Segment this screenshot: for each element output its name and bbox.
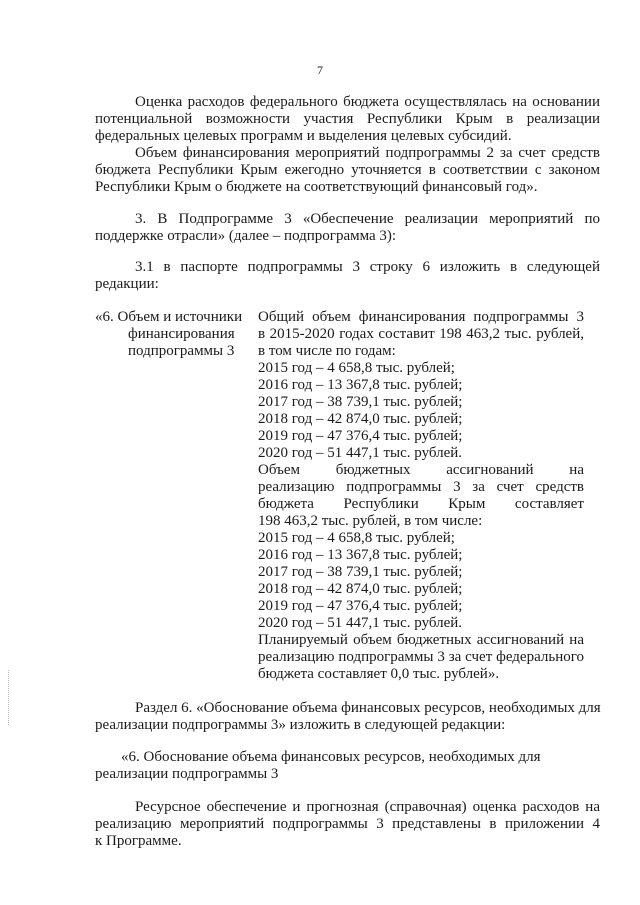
text-line: финансирования	[128, 326, 235, 342]
year-amount: 2017 год – 38 739,1 тыс. рублей;	[258, 394, 463, 410]
text-line: в 2015-2020 годах составит 198 463,2 тыс. рублей,	[258, 326, 584, 342]
text-line: реализации подпрограммы 3» изложить в следующей редакции:	[95, 717, 506, 733]
text-line: поддержке отрасли» (далее – подпрограмма 3):	[95, 228, 397, 244]
text-line: к Программе.	[95, 833, 182, 849]
text-line: потенциальной возможности участия Республики Крым в реализации	[95, 111, 600, 127]
text-line: 3. В Подпрограмме 3 «Обеспечение реализации мероприятий по	[135, 211, 600, 227]
text-line: бюджета Республики Крым составляет	[258, 496, 584, 512]
text-line: 3.1 в паспорте подпрограммы 3 строку 6 изложить в следующей	[135, 259, 600, 275]
year-amount: 2020 год – 51 447,1 тыс. рублей.	[258, 615, 463, 631]
year-amount: 2015 год – 4 658,8 тыс. рублей;	[258, 530, 455, 546]
text-line: 198 463,2 тыс. рублей, в том числе:	[258, 513, 483, 529]
text-line: реализацию подпрограммы 3 за счет федерального	[258, 649, 584, 665]
text-line: реализации подпрограммы 3	[95, 766, 279, 782]
text-line: Объем бюджетных ассигнований на	[258, 462, 584, 478]
text-line: реализацию мероприятий подпрограммы 3 представлены в приложении 4	[95, 816, 600, 832]
year-amount: 2020 год – 51 447,1 тыс. рублей.	[258, 445, 463, 461]
text-line: федеральных целевых программ и выделения целевых субсидий.	[95, 128, 512, 144]
text-line: Оценка расходов федерального бюджета осуществлялась на основании	[135, 94, 600, 110]
paragraph-subprogram2-financing	[95, 145, 600, 196]
year-amount: 2018 год – 42 874,0 тыс. рублей;	[258, 411, 463, 427]
year-amount: 2017 год – 38 739,1 тыс. рублей;	[258, 564, 463, 580]
paragraph-federal-budget-estimate	[95, 94, 600, 145]
text-line: Раздел 6. «Обоснование объема финансовых ресурсов, необходимых для	[135, 700, 601, 716]
year-amount: 2016 год – 13 367,8 тыс. рублей;	[258, 377, 463, 393]
passport-row-label	[95, 309, 258, 360]
text-line: редакции:	[95, 276, 159, 292]
passport-row-content	[258, 309, 584, 683]
text-line: бюджета Республики Крым ежегодно уточняется в соответствии с законом	[95, 162, 600, 178]
paragraph-subprogram3-heading	[95, 211, 600, 245]
text-line: подпрограммы 3	[128, 343, 235, 359]
year-amount: 2019 год – 47 376,4 тыс. рублей;	[258, 428, 463, 444]
text-line: Планируемый объем бюджетных ассигнований на	[258, 632, 584, 648]
text-line: Общий объем финансирования подпрограммы 3	[258, 309, 584, 325]
text-line: Республики Крым о бюджете на соответствующий финансовый год».	[95, 179, 538, 195]
paragraph-section6-title	[95, 749, 600, 783]
year-amount: 2015 год – 4 658,8 тыс. рублей;	[258, 360, 455, 376]
text-line: Объем финансирования мероприятий подпрограммы 2 за счет средств	[135, 145, 600, 161]
text-line: «6. Обоснование объема финансовых ресурсов, необходимых для	[121, 749, 541, 765]
text-line: Ресурсное обеспечение и прогнозная (справочная) оценка расходов на	[135, 799, 600, 815]
text-line: в том числе по годам:	[258, 343, 396, 359]
paragraph-resource-provision	[95, 799, 600, 850]
paragraph-passport-row6	[95, 259, 600, 293]
year-amount: 2016 год – 13 367,8 тыс. рублей;	[258, 547, 463, 563]
scan-margin-mark	[8, 670, 10, 725]
text-line: бюджета составляет 0,0 тыс. рублей».	[258, 666, 500, 682]
year-amount: 2019 год – 47 376,4 тыс. рублей;	[258, 598, 463, 614]
page-number: 7	[317, 63, 323, 77]
text-line: реализацию подпрограммы 3 за счет средств	[258, 479, 584, 495]
year-amount: 2018 год – 42 874,0 тыс. рублей;	[258, 581, 463, 597]
text-line: «6. Объем и источники	[95, 309, 243, 325]
paragraph-section6-heading	[95, 700, 600, 734]
